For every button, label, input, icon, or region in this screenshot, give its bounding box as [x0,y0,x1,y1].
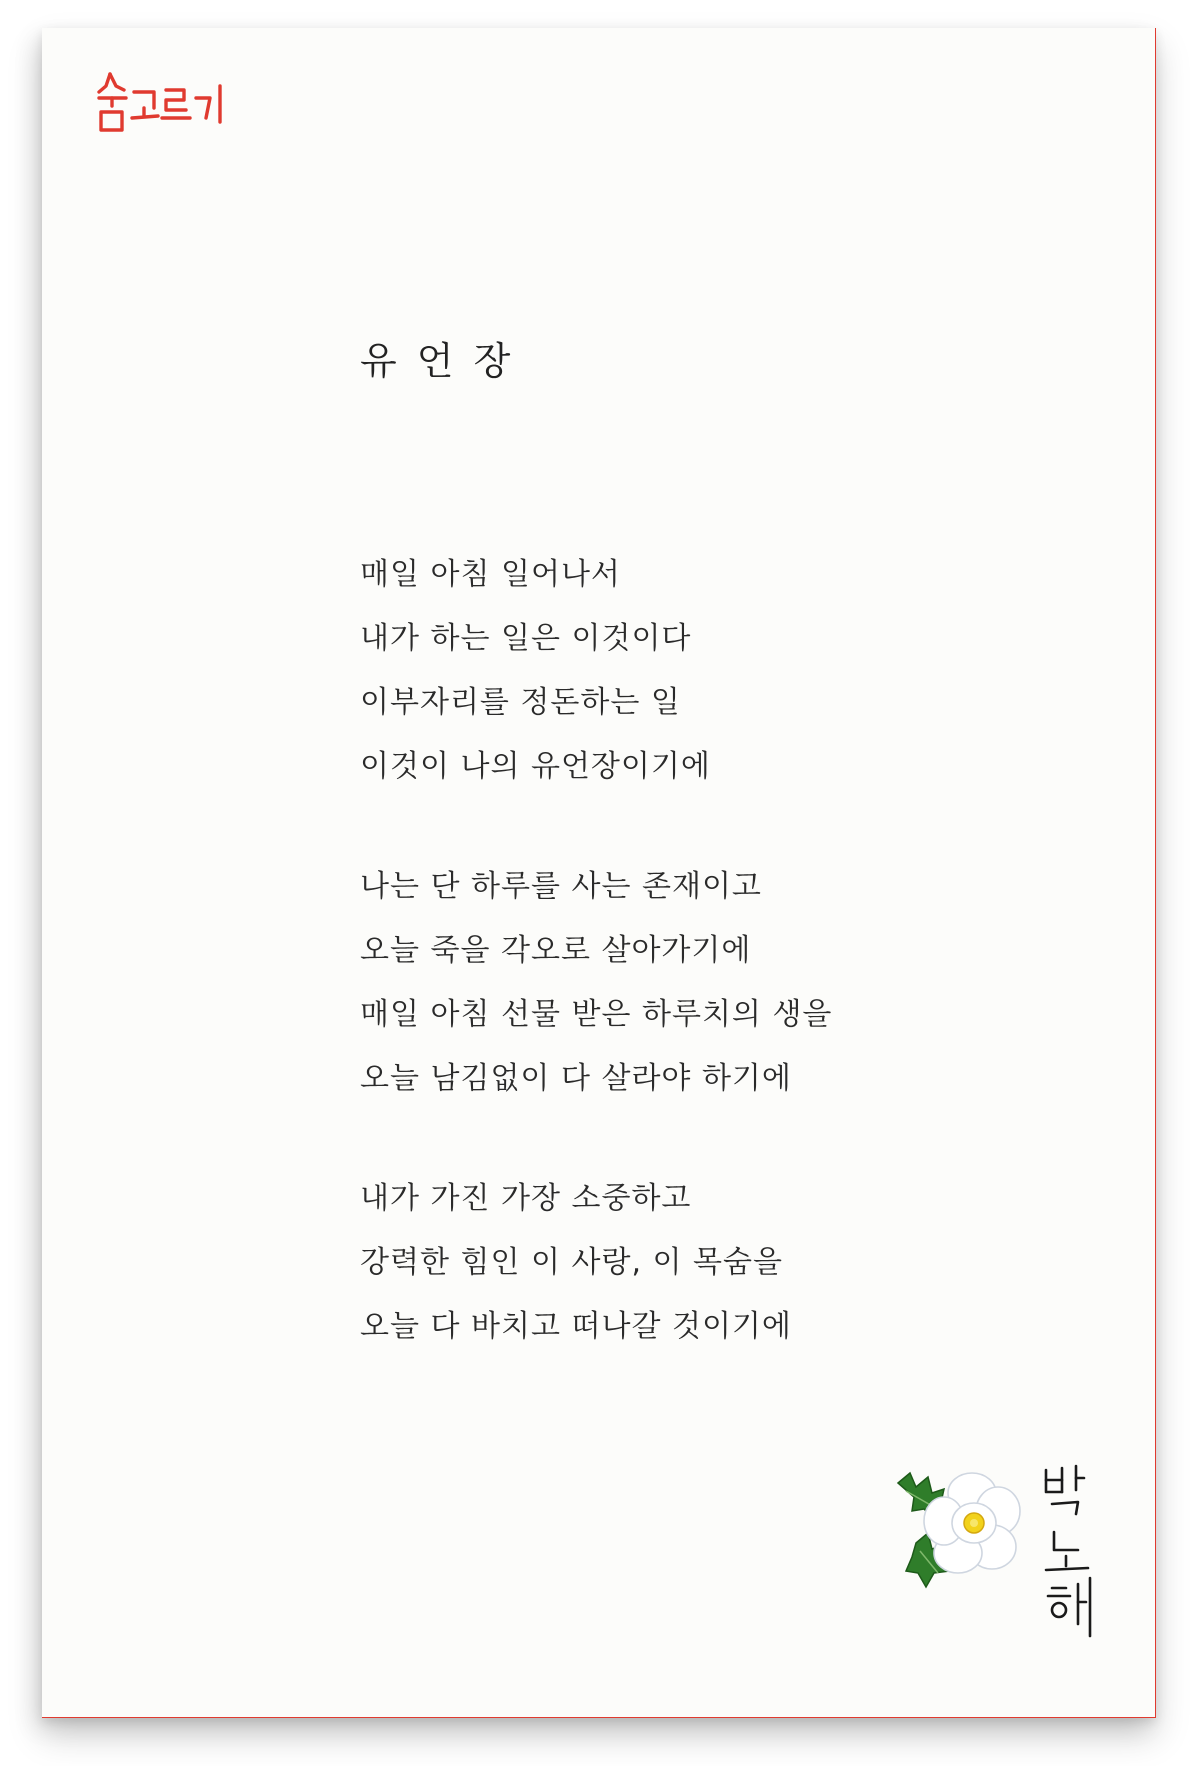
poem-card [42,28,1156,1718]
poem-line: 이것이 나의 유언장이기에 [360,749,711,784]
white-camellia-icon [894,1463,1029,1593]
poem-line: 매일 아침 선물 받은 하루치의 생을 [360,997,833,1032]
brand-logo-lettering [96,68,226,140]
poem-line: 오늘 죽을 각오로 살아가기에 [360,933,752,968]
poem-line: 매일 아침 일어나서 [360,557,621,592]
poem-line: 나는 단 하루를 사는 존재이고 [360,869,762,904]
brand-logo [96,68,226,140]
poem-line: 오늘 다 바치고 떠나갈 것이기에 [360,1309,792,1344]
author-signature [1032,1460,1112,1645]
poem-line: 오늘 남김없이 다 살라야 하기에 [360,1061,792,1096]
poem-line: 내가 하는 일은 이것이다 [360,621,692,656]
poem-line: 이부자리를 정돈하는 일 [360,685,681,720]
poem-line: 강력한 힘인 이 사랑, 이 목숨을 [360,1245,783,1280]
poem-stanza-3 [360,1167,832,1359]
poem-body [360,543,832,1359]
poem-title: 유 언 장 [360,339,515,383]
poem-stanza-1 [360,543,832,799]
poem-stanza-2 [360,855,832,1111]
poem-line: 내가 가진 가장 소중하고 [360,1181,692,1216]
